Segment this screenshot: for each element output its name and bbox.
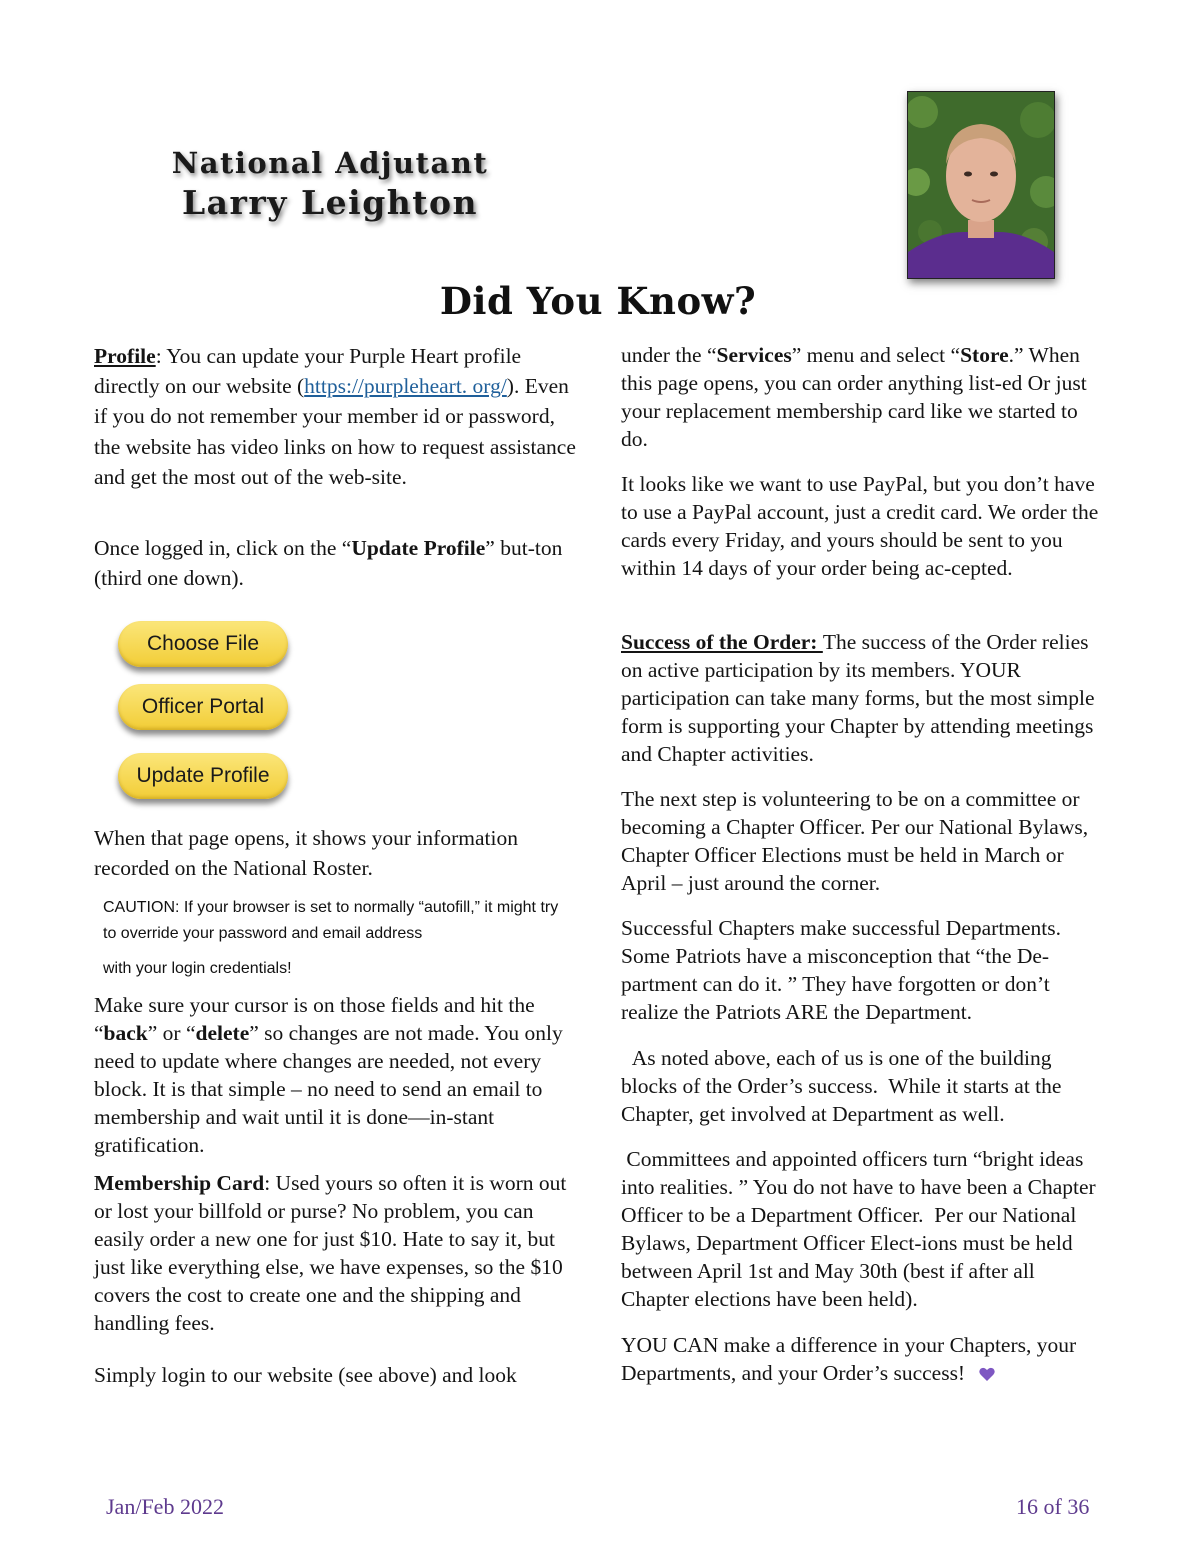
- you-can-paragraph: YOU CAN make a difference in your Chapters, your Departments, and your Order’s success!: [621, 1331, 1108, 1389]
- purple-heart-icon: [979, 1361, 995, 1389]
- author-photo: [907, 91, 1055, 279]
- officer-portal-button[interactable]: Officer Portal: [118, 684, 288, 730]
- author-role: National Adjutant: [171, 146, 489, 180]
- profile-paragraph: Profile: You can update your Purple Heart profile directly on our website (https://purpleheart. org/). Even if you do not remember your member id or password, the website has video links on how to request assistance and get the most out of the web-site.: [94, 344, 576, 489]
- page-title: Did You Know?: [439, 279, 757, 323]
- login-paragraph: Simply login to our website (see above) and look: [94, 1363, 517, 1387]
- successful-chapters-paragraph: Successful Chapters make successful Departments. Some Patriots have a misconception that “the De-partment can do it. ” They have forgotten or don’t realize the Patriots ARE the Department.: [621, 916, 1062, 1024]
- issue-date: Jan/Feb 2022: [106, 1494, 224, 1519]
- next-step-paragraph: The next step is volunteering to be on a committee or becoming a Chapter Officer. Per our National Bylaws, Chapter Officer Elections must be held in March or April – just around the corner.: [621, 787, 1089, 895]
- page-opens-paragraph: When that page opens, it shows your information recorded on the National Roster.: [94, 826, 518, 881]
- success-paragraph: Success of the Order: The success of the Order relies on active participation by its members. YOUR participation can take many forms, but the most simple form is supporting your Chapter by attending meetings and Chapter activities.: [621, 630, 1095, 766]
- logged-in-paragraph: Once logged in, click on the “Update Profile” but-ton (third one down).: [94, 536, 563, 591]
- services-paragraph: under the “Services” menu and select “Store.” When this page opens, you can order anything list-ed Or just your replacement membership card like we started to do.: [621, 343, 1087, 451]
- update-profile-button[interactable]: Update Profile: [118, 753, 288, 799]
- website-link[interactable]: https://purpleheart. org/: [304, 374, 507, 399]
- caution-note: CAUTION: If your browser is set to normally “autofill,” it might try to override your password and email address: [103, 899, 559, 942]
- page-number: 16 of 36: [1016, 1494, 1090, 1519]
- success-label: Success of the Order:: [621, 630, 823, 654]
- membership-card-label: Membership Card: [94, 1171, 265, 1195]
- author-heading: [150, 145, 510, 225]
- caution-note-end: with your login credentials!: [103, 960, 292, 977]
- author-name: Larry Leighton: [181, 183, 479, 222]
- committees-paragraph: Committees and appointed officers turn “bright ideas into realities. ” You do not have to have been a Chapter Officer to be a Department Officer. Per our National Bylaws, Department Officer Elect-ions must be held between April 1st and May 30th (best if after all Chapter elections have been held).: [621, 1147, 1102, 1311]
- membership-card-paragraph: Membership Card: Used yours so often it is worn out or lost your billfold or purse? No problem, you can easily order a new one for just $10. Hate to say it, but just like everything else, we have expenses, so the $10 covers the cost to create one and the shipping and handling fees.: [94, 1171, 567, 1335]
- as-noted-paragraph: As noted above, each of us is one of the building blocks of the Order’s success. While it starts at the Chapter, get involved at Department as well.: [621, 1046, 1067, 1126]
- choose-file-button[interactable]: Choose File: [118, 621, 288, 667]
- paypal-paragraph: It looks like we want to use PayPal, but you don’t have to use a PayPal account, just a credit card. We order the cards every Friday, and yours should be sent to you within 14 days of your order being ac-cepted.: [621, 472, 1099, 580]
- profile-label: Profile: [94, 344, 156, 368]
- cursor-paragraph: Make sure your cursor is on those fields and hit the “back” or “delete” so changes are not made. You only need to update where changes are needed, not every block. It is that simple – no need to send an email to membership and wait until it is done—in-stant gratification.: [94, 993, 563, 1157]
